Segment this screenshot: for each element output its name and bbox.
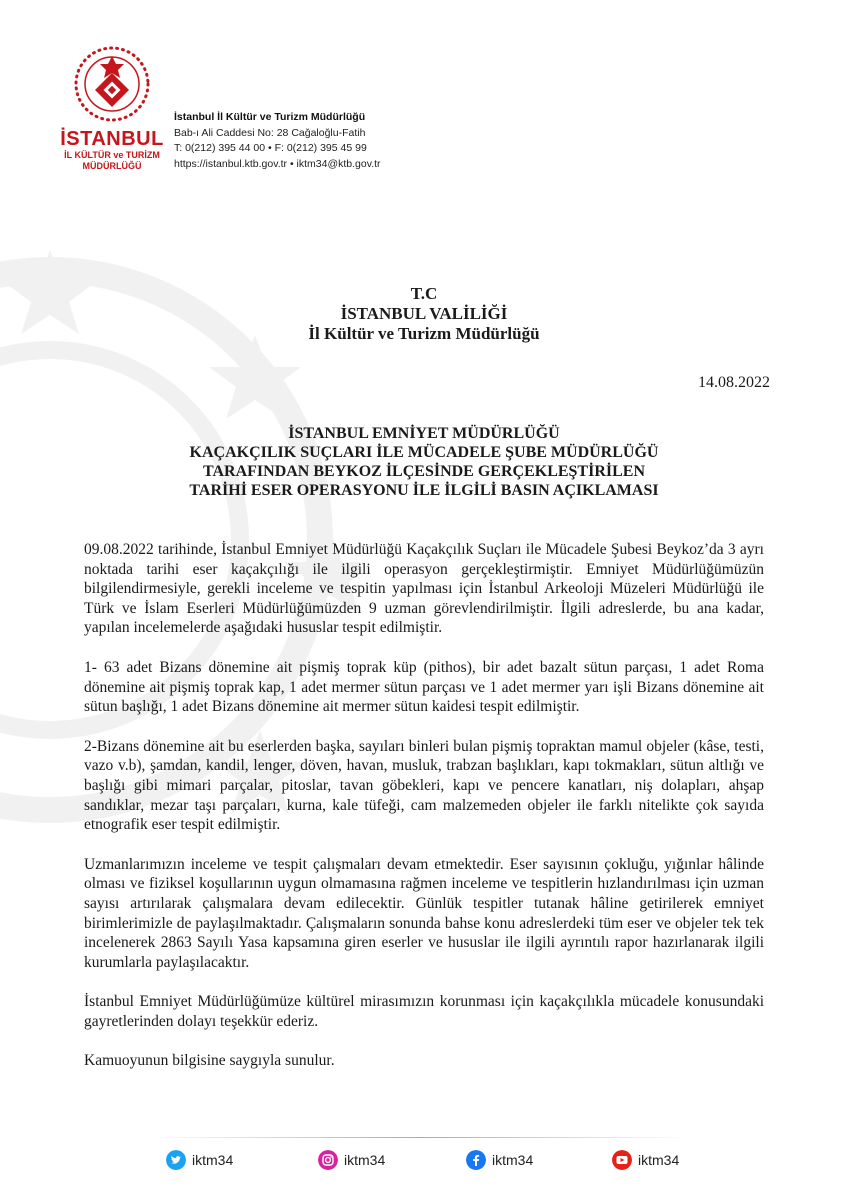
address: Bab-ı Ali Caddesi No: 28 Cağaloğlu-Fatih <box>174 126 366 139</box>
phone-fax: T: 0(212) 395 44 00 • F: 0(212) 395 45 99 <box>174 142 367 154</box>
paragraph: 2-Bizans dönemine ait bu eserlerden başka, sayıları binleri bulan pişmiş topraktan mamul objeler (kâse, testi, vazo v.b), şamdan, kandil, lenger, döven, havan, musluk, trabzan başlıkları, kapı tokmakları, sütun altlığı ve başlığı gibi mimari parçalar, pitoslar, tavan göbekleri, kapı ve pencere kanatları, niş dolapları, ahşap sandıklar, mezar taşı parçaları, kurna, kale tüfeği, cam malzemeden objeler ile farklı nitelikte çok sayıda etnografik eser tespit edilmiştir. <box>84 737 764 834</box>
logo-city: İSTANBUL <box>60 128 164 150</box>
paragraph: 1- 63 adet Bizans dönemine ait pişmiş toprak küp (pithos), bir adet bazalt sütun parçası, 1 adet Roma dönemine ait pişmiş toprak kap, 1 adet mermer sütun parçası ve 1 adet mermer yarı işli Bizans dönemine ait sütun başlığı, 1 adet Bizans dönemine ait mermer sütun kaidesi tespit edilmiştir. <box>84 658 764 716</box>
document-date: 14.08.2022 <box>698 374 770 391</box>
ministry-logo <box>58 44 166 172</box>
social-twitter[interactable] <box>166 1150 233 1170</box>
heading-tc: T.C <box>410 284 438 303</box>
org-name: İstanbul İl Kültür ve Turizm Müdürlüğü <box>174 111 366 123</box>
heading-governorship: İSTANBUL VALİLİĞİ <box>340 304 508 323</box>
web-email: https://istanbul.ktb.gov.tr • iktm34@ktb.gov.tr <box>174 157 381 170</box>
emblem-icon <box>70 44 154 124</box>
facebook-icon <box>466 1150 486 1170</box>
facebook-handle: iktm34 <box>492 1152 534 1168</box>
paragraph: 09.08.2022 tarihinde, İstanbul Emniyet Müdürlüğü Kaçakçılık Suçları ile Mücadele Şubesi Beykoz’da 3 ayrı noktada tarihi eser kaçakçılığı ile ilgili operasyon gerçekleştirmiştir. Emniyet Müdürlüğümüzün bilgilendirmesiyle, gerekli inceleme ve tespitin yapılması için İstanbul Arkeoloji Müzeleri Müdürlüğü ile Türk ve İslam Eserleri Müdürlüğümüzden 9 uzman görevlendirilmiştir. İlgili adreslerde, bu ana kadar, yapılan incelemelerde aşağıdaki hususlar tespit edilmiştir. <box>84 541 764 637</box>
paragraph: Uzmanlarımızın inceleme ve tespit çalışmaları devam etmektedir. Eser sayısının çokluğu, yığınlar hâlinde olması ve fiziksel koşullarının uygun olmamasına rağmen inceleme ve tespitlerin hızlandırılması için uzman sayısı artırılarak çalışmalara devam edilecektir. Günlük tespitler tutanak hâline getirilerek emniyet birimlerimizle de paylaşılmaktadır. Çalışmaların sonunda bahse konu adreslerdeki tüm eser ve objeler tek tek incelenerek 2863 Sayılı Yasa kapsamına giren eserler ve hususlar ile ilgili ayrıntılı rapor hazırlanarak ilgili kurumlarla paylaşılacaktır. <box>84 855 764 971</box>
logo-subtitle-2: MÜDÜRLÜĞÜ <box>82 161 142 171</box>
title-line-4: TARİHİ ESER OPERASYONU İLE İLGİLİ BASIN AÇIKLAMASI <box>189 482 659 499</box>
document-body <box>84 540 764 1091</box>
heading-directorate: İl Kültür ve Turizm Müdürlüğü <box>308 324 540 343</box>
press-release-title <box>0 424 848 500</box>
social-instagram[interactable] <box>318 1150 385 1170</box>
twitter-icon <box>166 1150 186 1170</box>
social-facebook[interactable] <box>466 1150 533 1170</box>
youtube-icon <box>612 1150 632 1170</box>
paragraph: Kamuoyunun bilgisine saygıyla sunulur. <box>84 1052 335 1070</box>
paragraph: İstanbul Emniyet Müdürlüğümüze kültürel mirasımızın korunması için kaçakçılıkla mücadele konusundaki gayretlerinden dolayı teşekkür ederiz. <box>84 993 764 1030</box>
title-line-3: TARAFINDAN BEYKOZ İLÇESİNDE GERÇEKLEŞTİRİLEN <box>202 463 646 480</box>
social-youtube[interactable] <box>612 1150 679 1170</box>
instagram-icon <box>318 1150 338 1170</box>
letter-heading <box>0 284 848 344</box>
title-line-1: İSTANBUL EMNİYET MÜDÜRLÜĞÜ <box>288 425 560 442</box>
instagram-handle: iktm34 <box>344 1152 386 1168</box>
title-line-2: KAÇAKÇILIK SUÇLARI İLE MÜCADELE ŞUBE MÜDÜRLÜĞÜ <box>189 444 659 461</box>
footer-divider <box>150 1137 690 1138</box>
contact-block <box>174 110 381 172</box>
youtube-handle: iktm34 <box>638 1152 680 1168</box>
logo-subtitle: İL KÜLTÜR ve TURİZM <box>64 150 160 160</box>
twitter-handle: iktm34 <box>192 1152 234 1168</box>
